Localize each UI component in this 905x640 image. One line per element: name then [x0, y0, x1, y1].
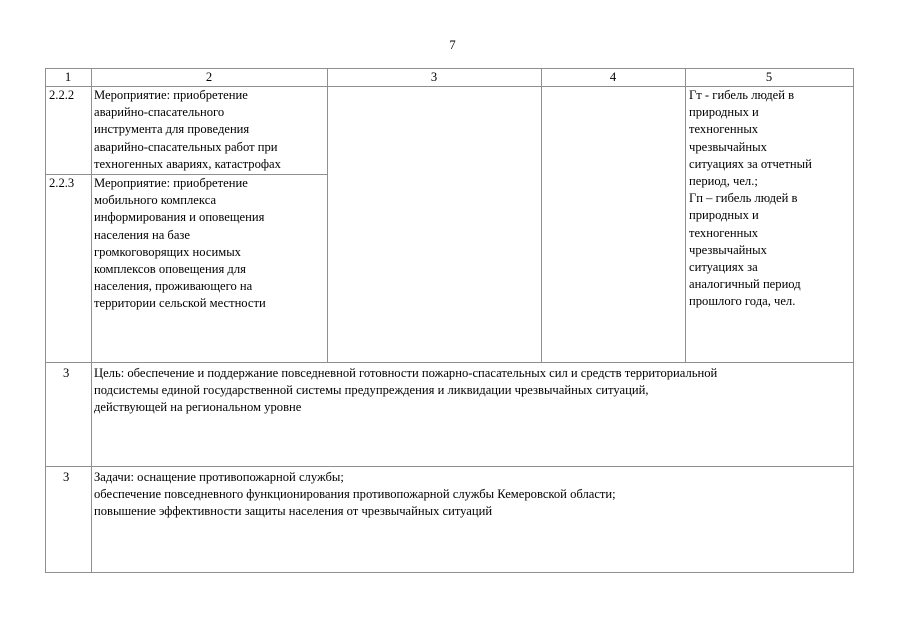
text-line: инструмента для проведения	[94, 122, 250, 137]
goal-text	[94, 365, 717, 417]
row-222-number: 2.2.2	[49, 88, 75, 102]
text-line: ситуациях за	[689, 259, 758, 274]
text-line: аварийно-спасательных работ при	[94, 139, 278, 154]
text-line: мобильного комплекса	[94, 193, 217, 208]
text-line: Гп – гибель людей в	[689, 191, 798, 206]
text-line: громкоговорящих носимых	[94, 244, 241, 259]
text-line: действующей на региональном уровне	[94, 400, 302, 415]
col-3-4-divider	[541, 68, 542, 363]
text-line: информирования и оповещения	[94, 210, 265, 225]
text-line: прошлого года, чел.	[689, 294, 796, 309]
text-line: техногенных	[689, 122, 759, 137]
text-line: комплексов оповещения для	[94, 261, 246, 276]
row-223-description	[94, 175, 266, 313]
text-line: ситуациях за отчетный	[689, 156, 812, 171]
text-line: подсистемы единой государственной системы предупреждения и ликвидации чрезвычайных ситуаций,	[94, 383, 649, 398]
text-line: Мероприятие: приобретение	[94, 88, 248, 102]
text-line: техногенных авариях, катастрофах	[94, 156, 281, 171]
text-line: аварийно-спасательного	[94, 105, 225, 120]
text-line: природных и	[689, 208, 759, 223]
header-cell-5: 5	[765, 70, 773, 84]
goal-row-bottom-border	[45, 466, 854, 467]
text-line: период, чел.;	[689, 173, 758, 188]
table-bottom-border	[45, 572, 854, 573]
goal-row-number: 3	[63, 366, 70, 380]
col-2-3-divider	[327, 68, 328, 363]
row-223-number: 2.2.3	[49, 176, 75, 190]
tasks-text	[94, 469, 616, 521]
col-1-2-divider	[91, 68, 92, 573]
col-4-5-divider	[685, 68, 686, 363]
text-line: повышение эффективности защиты населения от чрезвычайных ситуаций	[94, 504, 493, 519]
text-line: обеспечение повседневного функционирования противопожарной службы Кемеровской области;	[94, 487, 616, 502]
header-cell-1: 1	[64, 70, 72, 84]
text-line: природных и	[689, 105, 759, 120]
text-line: Мероприятие: приобретение	[94, 176, 248, 190]
text-line: Гт - гибель людей в	[689, 88, 795, 102]
table-left-border	[45, 68, 46, 573]
page-number: 7	[449, 38, 456, 52]
header-cell-3: 3	[430, 70, 438, 84]
row-223-bottom-border	[45, 362, 854, 363]
text-line: аналогичный период	[689, 277, 801, 292]
text-line: территории сельской местности	[94, 296, 266, 311]
text-line: чрезвычайных	[689, 242, 767, 257]
tasks-row-number: 3	[63, 470, 70, 484]
header-cell-2: 2	[205, 70, 213, 84]
header-cell-4: 4	[609, 70, 617, 84]
text-line: населения, проживающего на	[94, 279, 253, 294]
table-right-border	[853, 68, 854, 573]
text-line: чрезвычайных	[689, 139, 767, 154]
text-line: Задачи: оснащение противопожарной службы;	[94, 470, 344, 484]
row-222-description	[94, 87, 281, 173]
text-line: населения на базе	[94, 227, 190, 242]
indicator-formula-description	[689, 87, 812, 310]
text-line: Цель: обеспечение и поддержание повседневной готовности пожарно-спасательных сил и средств территориальной	[94, 366, 718, 380]
text-line: техногенных	[689, 225, 759, 240]
